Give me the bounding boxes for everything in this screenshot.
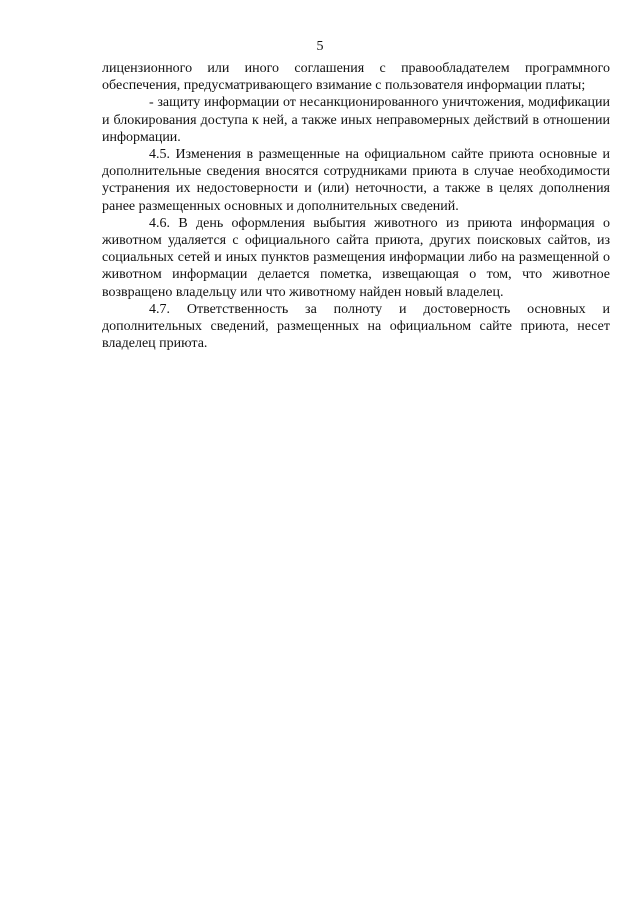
document-body <box>102 60 610 352</box>
paragraph-4-6: 4.6. В день оформления выбытия животного из приюта информация о животном удаляется с официального сайта приюта, других поисковых сайтов, из социальных сетей и иных пунктов размещения информации либо на размещенной о животном информации делается пометка, извещающая о том, что животное возвращено владельцу или что животному найден новый владелец. <box>102 215 610 300</box>
page-number: 5 <box>316 39 324 54</box>
paragraph-protection-item: - защиту информации от несанкционированного уничтожения, модификации и блокирования доступа к ней, а также иных неправомерных действий в отношении информации. <box>102 95 610 145</box>
paragraph-continuation: лицензионного или иного соглашения с правообладателем программного обеспечения, предусматривающего взимание с пользователя информации платы; <box>102 61 610 94</box>
paragraph-4-7: 4.7. Ответственность за полноту и достоверность основных и дополнительных сведений, размещенных на официальном сайте приюта, несет владелец приюта. <box>102 301 610 352</box>
paragraph-4-5: 4.5. Изменения в размещенные на официальном сайте приюта основные и дополнительные сведения вносятся сотрудниками приюта в случае необходимости устранения их недостоверности и (или) неточности, а также в целях дополнения ранее размещенных основных и дополнительных сведений. <box>102 147 610 214</box>
